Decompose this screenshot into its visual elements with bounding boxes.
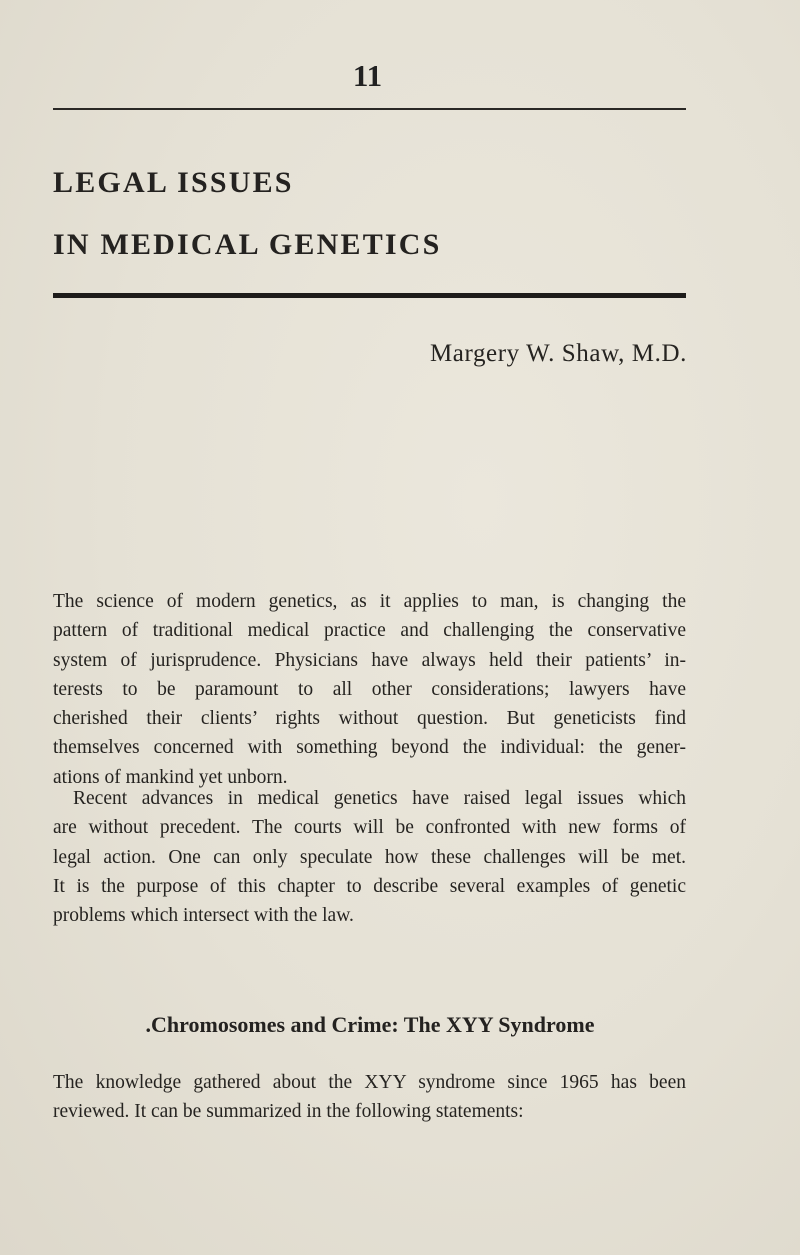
- intro-paragraph-2: [53, 784, 686, 930]
- author-name: Margery W. Shaw, M.D.: [429, 340, 687, 367]
- section-paragraph: [53, 1068, 686, 1127]
- chapter-title-line-2: IN MEDICAL GENETICS: [53, 228, 442, 261]
- top-rule: [53, 108, 686, 110]
- text-line: themselves concerned with something beyond the individual: the gener-: [53, 737, 686, 759]
- text-line: are without precedent. The courts will be confronted with new forms of: [53, 817, 686, 839]
- text-line: problems which intersect with the law.: [53, 905, 354, 927]
- text-line: ations of mankind yet unborn.: [53, 766, 288, 788]
- text-line: The science of modern genetics, as it applies to man, is changing the: [53, 591, 686, 612]
- text-line: The knowledge gathered about the XYY syndrome since 1965 has been: [53, 1072, 686, 1093]
- chapter-title-line-1: LEGAL ISSUES: [53, 166, 294, 199]
- section-heading: .Chromosomes and Crime: The XYY Syndrome: [145, 1012, 595, 1037]
- intro-paragraph-1: [53, 587, 686, 792]
- chapter-number: 11: [352, 58, 383, 93]
- chapter-title: [53, 152, 693, 276]
- text-line: system of jurisprudence. Physicians have always held their patients’ in-: [53, 649, 686, 671]
- title-rule: [53, 293, 686, 298]
- text-line: It is the purpose of this chapter to describe several examples of genetic: [53, 875, 686, 897]
- text-line: legal action. One can only speculate how these challenges will be met.: [53, 846, 686, 868]
- text-line: reviewed. It can be summarized in the following statements:: [53, 1101, 524, 1123]
- text-line: Recent advances in medical genetics have raised legal issues which: [73, 788, 686, 809]
- text-line: pattern of traditional medical practice and challenging the conservative: [53, 620, 686, 642]
- text-line: terests to be paramount to all other considerations; lawyers have: [53, 678, 686, 700]
- text-line: cherished their clients’ rights without question. But geneticists find: [53, 708, 686, 730]
